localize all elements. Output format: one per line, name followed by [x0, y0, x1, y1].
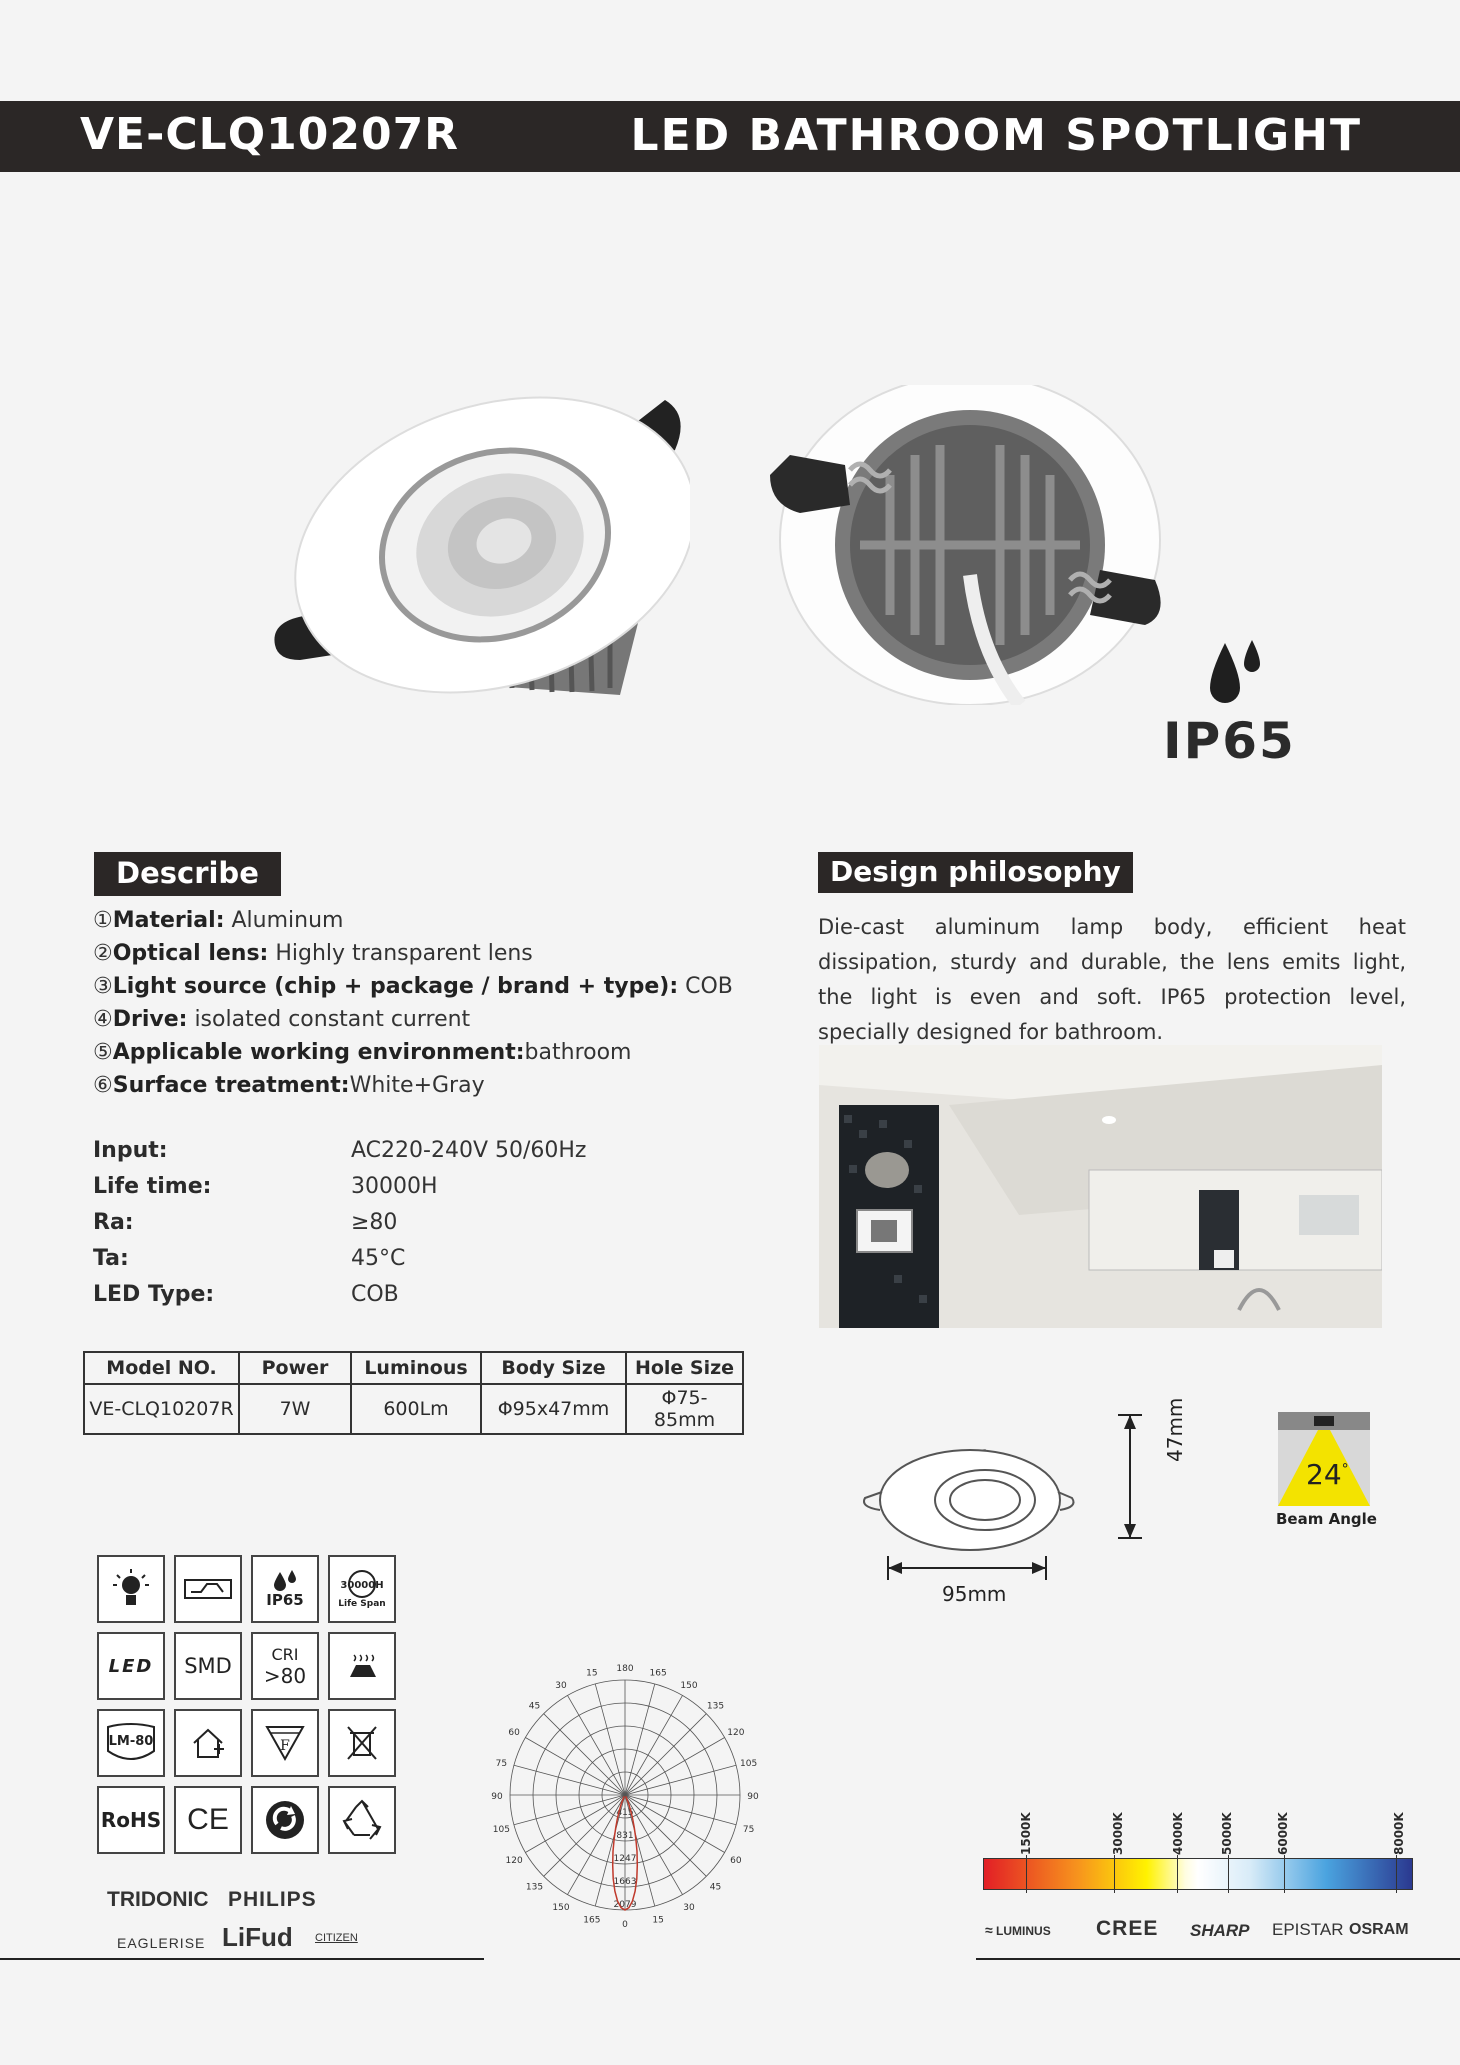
ce-icon: CE [174, 1786, 242, 1854]
svg-text:LM-80: LM-80 [108, 1734, 154, 1749]
describe-item: ③Light source (chip + package / brand + type): COB [93, 974, 733, 999]
polar-angle-label: 150 [552, 1902, 570, 1913]
polar-angle-label: 90 [747, 1792, 759, 1802]
table-header: Luminous [351, 1352, 481, 1384]
product-title: LED BATHROOM SPOTLIGHT [630, 110, 1362, 161]
spec-row: Life time: 30000H [93, 1174, 438, 1199]
model-number: VE-CLQ10207R [80, 109, 460, 160]
polar-angle-label: 120 [505, 1856, 523, 1866]
polar-angle-label: 105 [492, 1825, 510, 1836]
brand-epistar: EPISTAR [1272, 1920, 1344, 1939]
driver-icon [174, 1555, 242, 1623]
polar-angle-label: 60 [508, 1728, 520, 1738]
icon-grid [97, 1555, 396, 1854]
beam-angle-value: 24° [1306, 1458, 1349, 1491]
polar-spoke [625, 1714, 706, 1795]
table-header: Hole Size [626, 1352, 743, 1384]
polar-angle-label: 30 [555, 1681, 567, 1692]
polar-angle-label: 165 [649, 1668, 667, 1679]
table-cell: 600Lm [351, 1384, 481, 1434]
recycle-arrow-icon [251, 1786, 319, 1854]
recycle-icon [328, 1786, 396, 1854]
height-dimension: 47mm [1163, 1397, 1187, 1462]
brand-tridonic: TRIDONIC [107, 1888, 209, 1911]
table-cell: VE-CLQ10207R [84, 1384, 239, 1434]
color-temp-label: 4000K [1171, 1812, 1185, 1855]
polar-angle-label: 15 [586, 1668, 598, 1679]
heat-dissipation-icon [328, 1632, 396, 1700]
table-cell: Φ95x47mm [481, 1384, 626, 1434]
polar-ring-value: 1247 [613, 1854, 637, 1864]
polar-ring-value: 1663 [613, 1877, 637, 1887]
polar-angle-label: 0 [622, 1920, 628, 1930]
color-temp-label: 8000K [1392, 1812, 1406, 1855]
spec-row: Ta: 45°C [93, 1246, 406, 1271]
describe-list [93, 904, 733, 1102]
width-dimension: 95mm [942, 1582, 1007, 1606]
cri-icon: CRI >80 [251, 1632, 319, 1700]
polar-spoke [625, 1765, 736, 1795]
brand-eaglerise: EAGLERISE [117, 1935, 206, 1951]
color-temp-label: 3000K [1111, 1812, 1125, 1855]
spec-row: LED Type: COB [93, 1282, 399, 1307]
describe-item: ④Drive: isolated constant current [93, 1007, 471, 1032]
describe-title: Describe [94, 852, 281, 896]
polar-ring-value: 415 [616, 1808, 634, 1818]
dimension-drawing [860, 1410, 1190, 1610]
brand-osram: OSRAM [1349, 1921, 1409, 1938]
polar-angle-label: 15 [652, 1915, 664, 1926]
color-temp-label: 5000K [1220, 1812, 1234, 1855]
brand-citizen: CITIZEN [315, 1932, 358, 1944]
table-header: Body Size [481, 1352, 626, 1384]
brand-sharp: SHARP [1190, 1921, 1250, 1940]
polar-angle-label: 60 [730, 1856, 742, 1866]
water-drop-icon [1205, 638, 1265, 708]
polar-angle-label: 120 [727, 1728, 745, 1738]
product-front-image [270, 395, 690, 705]
weee-bin-icon [328, 1709, 396, 1777]
describe-item: ②Optical lens: Highly transparent lens [93, 941, 533, 966]
describe-item: ⑥Surface treatment:White+Gray [93, 1073, 485, 1098]
polar-spoke [525, 1795, 625, 1853]
polar-light-distribution-diagram [480, 1650, 770, 1940]
table-header: Model NO. [84, 1352, 239, 1384]
smd-icon: SMD [174, 1632, 242, 1700]
spec-row: Ra: ≥80 [93, 1210, 398, 1235]
polar-angle-label: 45 [528, 1701, 541, 1712]
table-row [84, 1384, 743, 1434]
divider-left [0, 1958, 484, 1960]
philosophy-title: Design philosophy [818, 852, 1133, 893]
describe-item: ⑤Applicable working environment:bathroom [93, 1040, 632, 1065]
brand-philips: PHILIPS [228, 1888, 317, 1911]
lifespan-icon: 30000H Life Span [328, 1555, 396, 1623]
brand-cree: CREE [1096, 1917, 1159, 1940]
describe-item: ①Material: Aluminum [93, 908, 344, 933]
polar-spoke [525, 1738, 625, 1796]
color-temp-label: 6000K [1276, 1812, 1290, 1855]
beam-angle-label: Beam Angle [1276, 1510, 1377, 1528]
polar-ring-value: 831 [616, 1831, 634, 1841]
polar-spoke [514, 1765, 625, 1795]
polar-angle-label: 105 [740, 1758, 758, 1769]
indoor-house-icon [174, 1709, 242, 1777]
polar-angle-label: 135 [706, 1701, 725, 1712]
color-temp-label: 1500K [1019, 1812, 1033, 1855]
brand-lifud: LiFud [222, 1922, 293, 1952]
divider-right [976, 1958, 1460, 1960]
polar-spoke [595, 1684, 625, 1795]
polar-spoke [625, 1795, 725, 1853]
polar-spoke [568, 1695, 626, 1795]
table-cell: 7W [239, 1384, 351, 1434]
ip65-label: IP65 [1163, 712, 1296, 770]
spec-list [93, 1138, 693, 1318]
polar-angle-label: 165 [583, 1915, 601, 1926]
product-back-image [770, 385, 1170, 705]
polar-angle-label: 75 [742, 1825, 755, 1836]
bathroom-photo [819, 1045, 1382, 1328]
polar-spoke [625, 1695, 683, 1795]
brand-luminus: ≈ LUMINUS [985, 1922, 1051, 1938]
polar-angle-label: 90 [491, 1792, 503, 1802]
polar-spoke [625, 1684, 655, 1795]
color-temp-labels [970, 1805, 1420, 1855]
polar-spoke [544, 1714, 625, 1795]
svg-text:30000H: 30000H [340, 1580, 384, 1591]
led-icon: LED [97, 1632, 165, 1700]
spec-row: Input: AC220-240V 50/60Hz [93, 1138, 587, 1163]
light-bulb-icon [97, 1555, 165, 1623]
lm80-icon [97, 1709, 165, 1777]
rohs-icon: RoHS [97, 1786, 165, 1854]
polar-spoke [625, 1738, 725, 1796]
polar-angle-label: 45 [709, 1882, 722, 1893]
f-mark-icon [251, 1709, 319, 1777]
polar-angle-label: 30 [683, 1902, 695, 1913]
polar-angle-label: 180 [616, 1664, 634, 1674]
table-header: Power [239, 1352, 351, 1384]
svg-text:F: F [280, 1738, 290, 1754]
table-cell: Φ75-85mm [626, 1384, 743, 1434]
ip65-icon: IP65 [251, 1555, 319, 1623]
model-table [83, 1351, 744, 1435]
polar-angle-label: 75 [495, 1758, 508, 1769]
polar-ring-value: 2079 [613, 1900, 637, 1910]
color-temp-gradient-bar [983, 1858, 1413, 1890]
polar-angle-label: 150 [680, 1681, 698, 1692]
polar-angle-label: 135 [525, 1882, 544, 1893]
header-bar [0, 101, 1460, 172]
philosophy-text: Die-cast aluminum lamp body, efficient heat dissipation, sturdy and durable, the lens emits light, the light is even and soft. IP65 protection level, specially designed for bathroom. [818, 915, 1406, 1044]
polar-spoke [514, 1795, 625, 1825]
polar-spoke [625, 1795, 736, 1825]
table-header-row [84, 1352, 743, 1384]
